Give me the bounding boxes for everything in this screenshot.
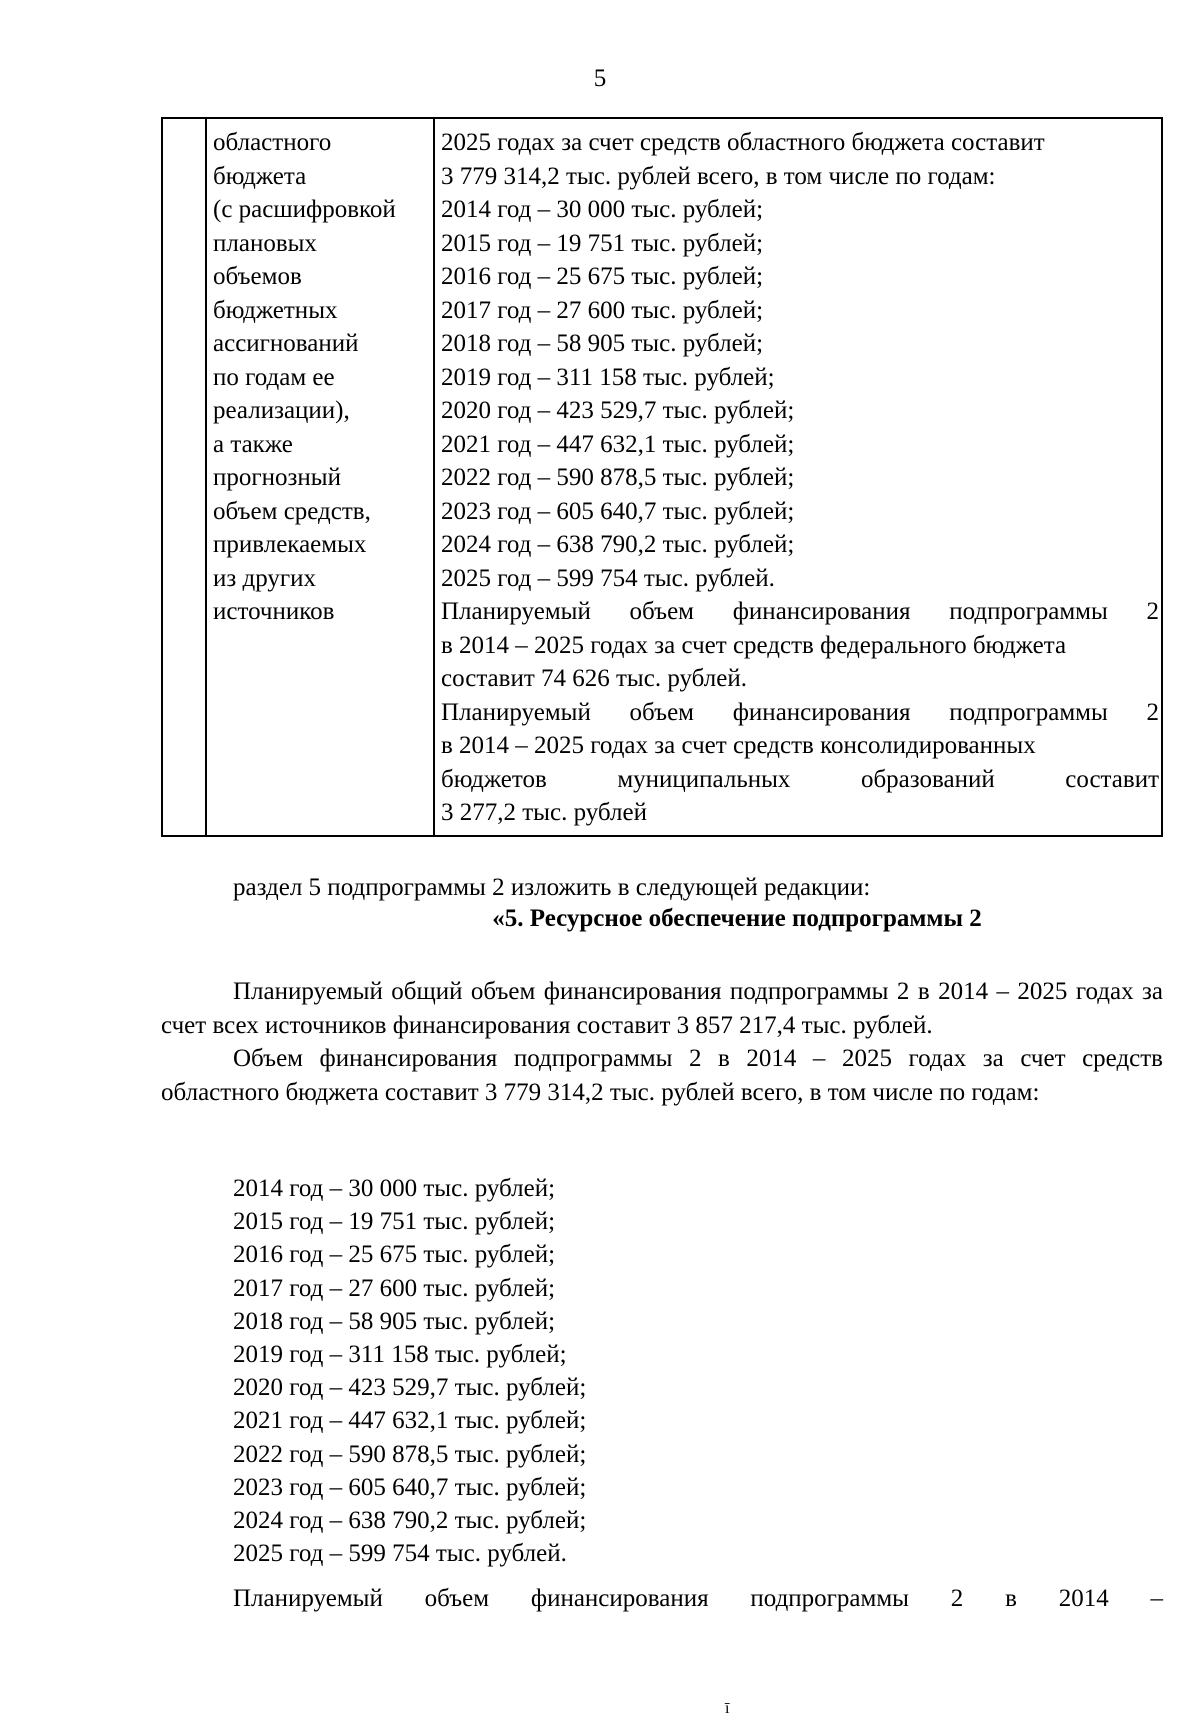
- page-number: 5: [593, 65, 607, 92]
- name-line: объемов: [213, 263, 302, 290]
- year-item: 2020 год – 423 529,7 тыс. рублей;: [233, 1374, 587, 1402]
- year-item: 2014 год – 30 000 тыс. рублей;: [233, 1175, 556, 1202]
- name-line: ассигнований: [213, 330, 359, 357]
- federal-line: Планируемый объем финансирования подпрограммы 2: [441, 598, 1159, 625]
- year-line: 2015 год – 19 751 тыс. рублей;: [441, 229, 764, 257]
- municipal-line: Планируемый объем финансирования подпрограммы 2: [441, 698, 1159, 726]
- name-cell: [206, 118, 434, 836]
- table-row: [162, 118, 1162, 836]
- name-line: областного: [213, 129, 332, 156]
- name-line: (с расшифровкой: [213, 196, 396, 223]
- continuation-line: Планируемый объем финансирования подпрограммы 2 в 2014 –: [233, 1585, 1163, 1612]
- name-line: объем средств,: [213, 497, 371, 525]
- name-line: плановых: [213, 229, 317, 257]
- year-item: 2023 год – 605 640,7 тыс. рублей;: [233, 1473, 587, 1501]
- name-line: бюджета: [213, 162, 307, 190]
- passport-table: [161, 117, 1163, 837]
- name-line: а также: [213, 430, 293, 458]
- amendment-lead: раздел 5 подпрограммы 2 изложить в следующей редакции:: [233, 874, 871, 901]
- year-line: 2020 год – 423 529,7 тыс. рублей;: [441, 397, 795, 424]
- year-item: 2019 год – 311 158 тыс. рублей;: [233, 1341, 567, 1369]
- name-line: из других: [213, 564, 317, 592]
- year-line: 2023 год – 605 640,7 тыс. рублей;: [441, 497, 795, 525]
- year-item: 2016 год – 25 675 тыс. рублей;: [233, 1241, 556, 1269]
- regional-intro-line: 2025 годах за счет средств областного бюджета составит: [441, 129, 1045, 156]
- year-item: 2025 год – 599 754 тыс. рублей.: [233, 1540, 567, 1568]
- name-line: источников: [213, 598, 335, 625]
- number-cell: [162, 118, 206, 836]
- municipal-line: бюджетов муниципальных образований составит: [441, 765, 1159, 793]
- year-line: 2019 год – 311 158 тыс. рублей;: [441, 363, 775, 391]
- regional-financing-paragraph: Объем финансирования подпрограммы 2 в 2014 – 2025 годах за счет средств областного бюджета составит 3 779 314,2 тыс. рублей всего, в том числе по годам:: [161, 1045, 1163, 1106]
- name-line: реализации),: [213, 397, 350, 424]
- year-item: 2018 год – 58 905 тыс. рублей;: [233, 1307, 556, 1335]
- year-item: 2015 год – 19 751 тыс. рублей;: [233, 1208, 556, 1236]
- year-line: 2022 год – 590 878,5 тыс. рублей;: [441, 464, 795, 491]
- regional-intro-line: 3 779 314,2 тыс. рублей всего, в том числе по годам:: [441, 162, 996, 190]
- name-line: прогнозный: [213, 464, 341, 491]
- year-line: 2014 год – 30 000 тыс. рублей;: [441, 196, 764, 223]
- year-item: 2024 год – 638 790,2 тыс. рублей;: [233, 1507, 587, 1535]
- total-financing-paragraph: Планируемый общий объем финансирования подпрограммы 2 в 2014 – 2025 годах за счет всех источников финансирования составит 3 857 217,4 тыс. рублей.: [161, 978, 1163, 1039]
- federal-line: в 2014 – 2025 годах за счет средств федерального бюджета: [441, 631, 1067, 659]
- years-list: [233, 1172, 833, 1570]
- year-line: 2018 год – 58 905 тыс. рублей;: [441, 330, 764, 357]
- municipal-line: 3 277,2 тыс. рублей: [441, 799, 647, 826]
- name-line: по годам ее: [213, 363, 335, 391]
- name-line: привлекаемых: [213, 531, 367, 558]
- year-line: 2021 год – 447 632,1 тыс. рублей;: [441, 430, 795, 458]
- year-line: 2025 год – 599 754 тыс. рублей.: [441, 564, 775, 592]
- footer-mark: ī: [725, 1700, 730, 1717]
- name-line: бюджетных: [213, 296, 338, 324]
- year-item: 2017 год – 27 600 тыс. рублей;: [233, 1274, 556, 1302]
- year-line: 2016 год – 25 675 тыс. рублей;: [441, 263, 764, 290]
- federal-line: составит 74 626 тыс. рублей.: [441, 665, 747, 692]
- section-body: [161, 975, 1163, 1109]
- year-item: 2021 год – 447 632,1 тыс. рублей;: [233, 1407, 587, 1435]
- municipal-line: в 2014 – 2025 годах за счет средств консолидированных: [441, 732, 1036, 759]
- financing-cell: [434, 118, 1162, 836]
- section-title: «5. Ресурсное обеспечение подпрограммы 2: [492, 905, 982, 932]
- year-line: 2017 год – 27 600 тыс. рублей;: [441, 296, 764, 324]
- year-item: 2022 год – 590 878,5 тыс. рублей;: [233, 1440, 587, 1468]
- year-line: 2024 год – 638 790,2 тыс. рублей;: [441, 531, 795, 558]
